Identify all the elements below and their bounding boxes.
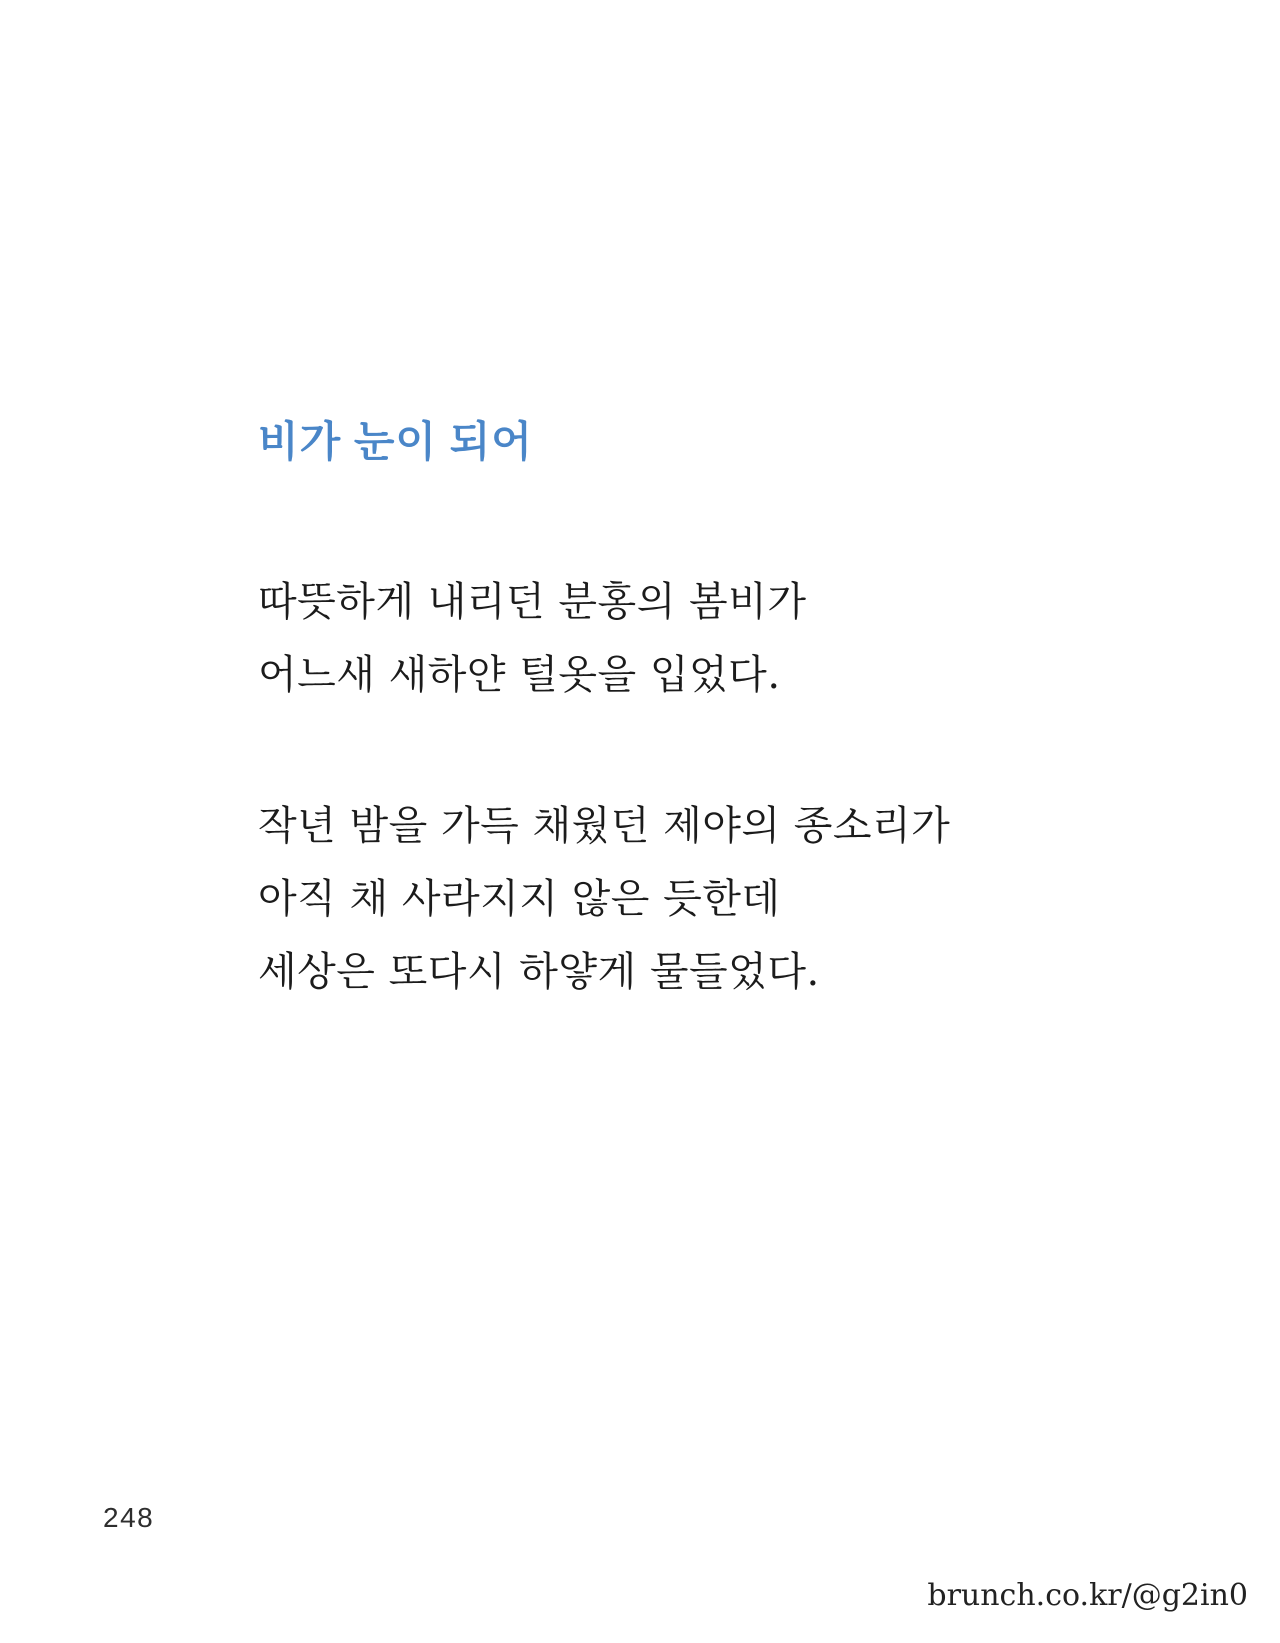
poem-stanza-2 xyxy=(258,790,1198,1009)
poem-line: 어느새 새하얀 털옷을 입었다. xyxy=(258,652,781,698)
poem-line: 세상은 또다시 하얗게 물들었다. xyxy=(258,949,820,995)
poem-line: 따뜻하게 내리던 분홍의 봄비가 xyxy=(258,579,807,625)
page-number: 248 xyxy=(103,1502,155,1533)
poem-stanza-1 xyxy=(258,566,1198,712)
poem-line: 아직 채 사라지지 않은 듯한데 xyxy=(258,876,781,922)
footer-url: brunch.co.kr/@g2in0 xyxy=(927,1578,1248,1613)
poem-title: 비가 눈이 되어 xyxy=(258,418,533,465)
poem-line: 작년 밤을 가득 채웠던 제야의 종소리가 xyxy=(258,803,951,849)
